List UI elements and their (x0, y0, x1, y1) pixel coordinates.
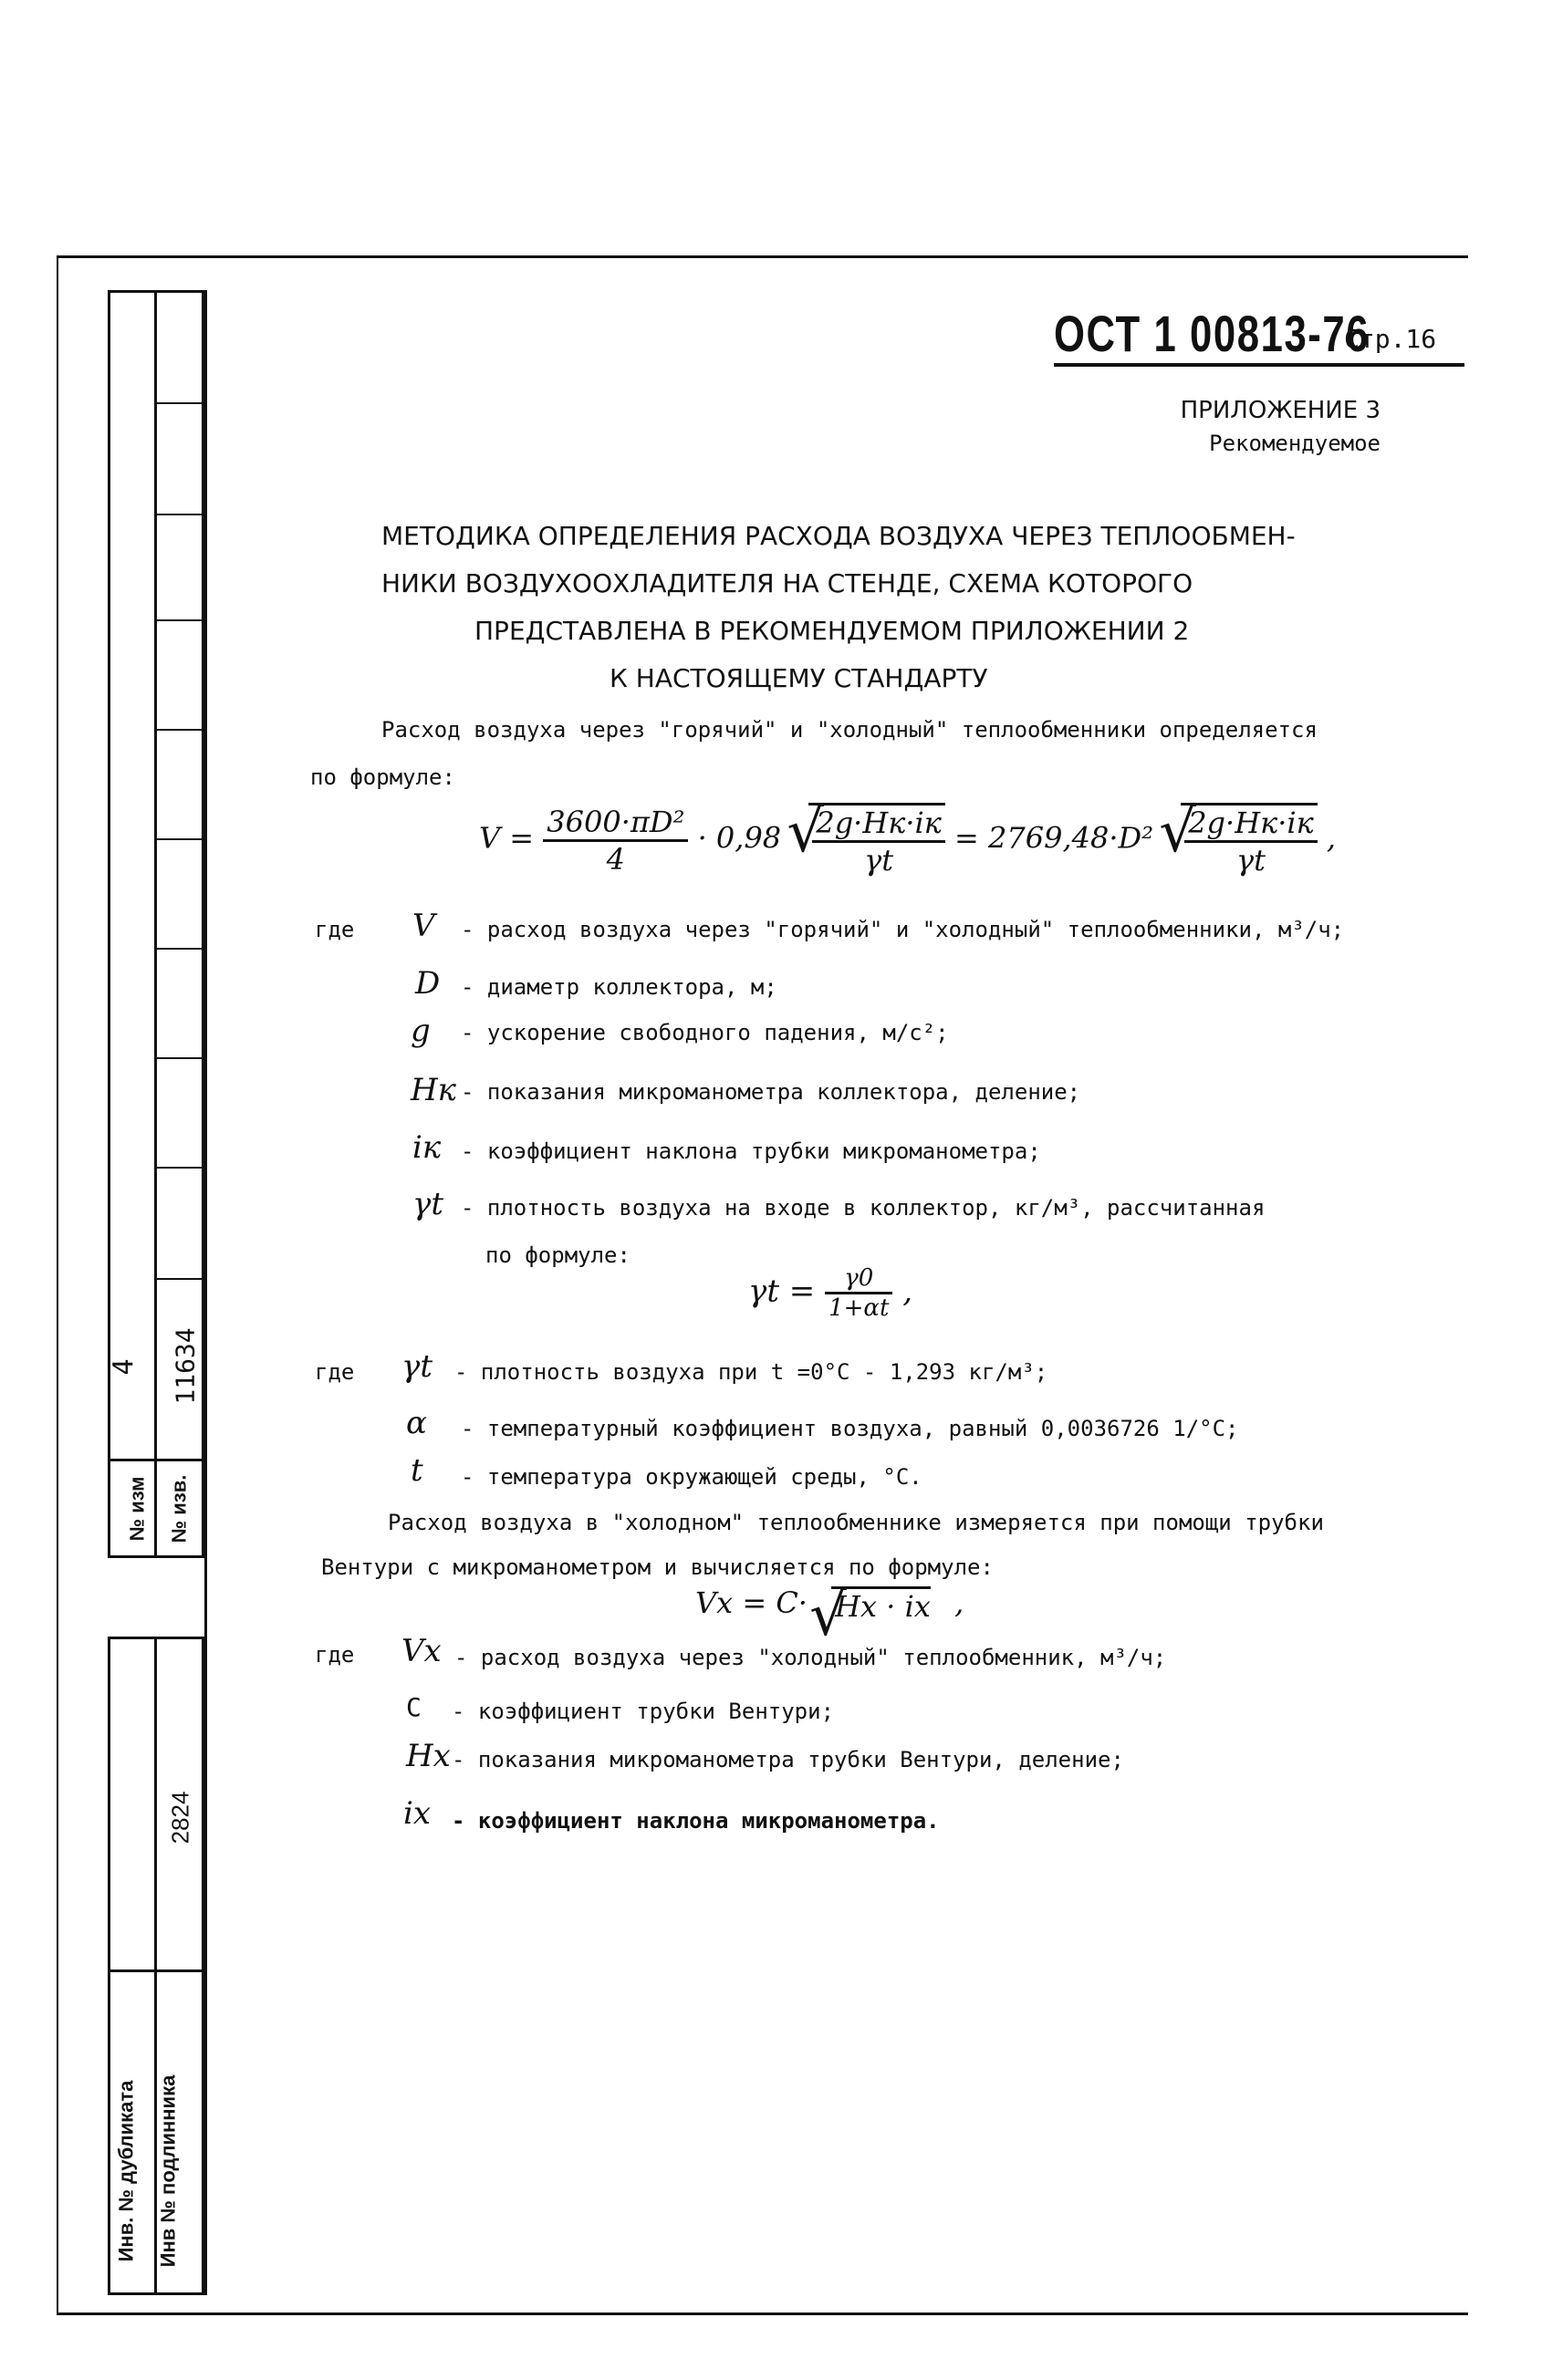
symbol-gamma-t: γt (412, 1186, 443, 1222)
page-number: Стр.16 (1344, 324, 1437, 354)
symbol-v: V (412, 908, 435, 944)
registration-strip (108, 290, 206, 2295)
fraction-numerator: γ0 (825, 1264, 892, 1294)
definition-text: - коэффициент трубки Вентури; (452, 1699, 835, 1724)
root-numerator: √ 2g·Hк·iк (812, 805, 945, 843)
intro-line: Расход воздуха через "горячий" и "холодный" теплообменники определяется (381, 717, 1318, 743)
symbol-g: g (411, 1013, 431, 1049)
inventory-number: 2824 (166, 1791, 194, 1845)
definition-text: - температура окружающей среды, °C. (461, 1464, 922, 1490)
change-table (108, 290, 204, 1558)
document-code: ОСТ 1 00813-76 (1054, 305, 1370, 362)
formula-simplified: = 2769,48·D² (954, 820, 1154, 856)
where-label: где (315, 1359, 355, 1385)
symbol-t: t (411, 1452, 423, 1489)
definition-text: - плотность воздуха на входе в коллектор, кг/м³, рассчитанная (461, 1195, 1266, 1221)
definition-text: - коэффициент наклона микроманометра. (452, 1808, 940, 1834)
definition-continuation: по формуле: (485, 1242, 630, 1268)
formula-lhs: Vx = C· (695, 1585, 808, 1620)
definition-text: - показания микроманометра трубки Вентури, деление; (452, 1747, 1124, 1772)
heading-line: К НАСТОЯЩЕМУ СТАНДАРТУ (610, 663, 988, 693)
fraction (825, 1264, 892, 1322)
definition-text: - расход воздуха через "горячий" и "холодный" теплообменники, м³/ч; (461, 917, 1345, 942)
appendix-subtitle: Рекомендуемое (1209, 431, 1381, 456)
label-duplicate-inv: Инв. № дубликата (114, 2080, 138, 2262)
symbol-gamma-t: γt (401, 1348, 432, 1385)
label-original-inv: Инв № подлинника (156, 2074, 180, 2268)
symbol-d: D (415, 965, 441, 1002)
symbol-ix: ix (403, 1795, 432, 1832)
heading-line: МЕТОДИКА ОПРЕДЕЛЕНИЯ РАСХОДА ВОЗДУХА ЧЕРЕЗ ТЕПЛООБМЕН- (381, 521, 1296, 551)
where-label: где (315, 1642, 355, 1668)
content-border (204, 290, 207, 2295)
fraction-denominator: 4 (606, 841, 625, 877)
definition-text: - показания микроманометра коллектора, деление; (461, 1079, 1081, 1105)
document-code-header (1054, 304, 1464, 367)
intro-line: по формуле: (310, 764, 455, 790)
formula-tail: , (1326, 820, 1337, 856)
formula-tail: , (902, 1273, 913, 1310)
square-root (808, 803, 945, 878)
formula-venturi (695, 1585, 964, 1624)
square-root (831, 1586, 931, 1624)
inventory-table (108, 1637, 204, 2295)
notice-number: 11634 (170, 1327, 201, 1405)
definition-text: - плотность воздуха при t =0°C - 1,293 кг/м³; (454, 1359, 1048, 1385)
symbol-hk: Hк (411, 1072, 456, 1108)
square-root (1181, 803, 1318, 878)
formula-air-flow (479, 803, 1336, 878)
fraction (543, 805, 688, 877)
formula-lhs: V = (479, 820, 535, 856)
root-content: Hx · ix (835, 1589, 931, 1624)
root-numerator: √ 2g·Hк·iк (1184, 805, 1318, 843)
definition-text: - диаметр коллектора, м; (461, 974, 777, 1000)
definition-text: - коэффициент наклона трубки микроманометра; (461, 1138, 1041, 1164)
root-denominator: γt (864, 843, 894, 878)
definition-text: - ускорение свободного падения, м/с²; (461, 1020, 949, 1045)
label-change-no: № изм (125, 1476, 149, 1542)
change-number: 4 (108, 1358, 141, 1376)
formula-tail: , (954, 1585, 964, 1620)
symbol-c: C (406, 1692, 422, 1722)
fraction-denominator: 1+αt (828, 1294, 890, 1322)
section-heading (356, 513, 1360, 702)
definition-text: - температурный коэффициент воздуха, равный 0,0036726 1/°C; (461, 1416, 1239, 1441)
venturi-line: Вентури с микроманометром и вычисляется по формуле: (321, 1554, 994, 1580)
symbol-hx: Hx (406, 1738, 451, 1774)
appendix-label (1181, 394, 1381, 460)
definition-text: - расход воздуха через "холодный" теплообменник, м³/ч; (454, 1645, 1167, 1670)
symbol-alpha: α (406, 1405, 427, 1441)
symbol-ik: iк (412, 1129, 442, 1166)
venturi-line: Расход воздуха в "холодном" теплообменнике измеряется при помощи трубки (388, 1510, 1324, 1535)
symbol-vx: Vx (401, 1633, 442, 1669)
formula-lhs: γt = (748, 1273, 816, 1310)
where-label: где (315, 917, 355, 942)
root-denominator: γt (1235, 843, 1266, 878)
appendix-title: ПРИЛОЖЕНИЕ 3 (1180, 397, 1381, 424)
heading-line: ПРЕДСТАВЛЕНА В РЕКОМЕНДУЕМОМ ПРИЛОЖЕНИИ 2 (474, 616, 1190, 646)
fraction-numerator: 3600·πD² (543, 805, 688, 842)
formula-coefficient: · 0,98 (697, 820, 782, 856)
label-notice-no: № изв. (167, 1474, 191, 1543)
heading-line: НИКИ ВОЗДУХООХЛАДИТЕЛЯ НА СТЕНДЕ, СХЕМА КОТОРОГО (381, 568, 1193, 598)
formula-density (748, 1264, 912, 1322)
